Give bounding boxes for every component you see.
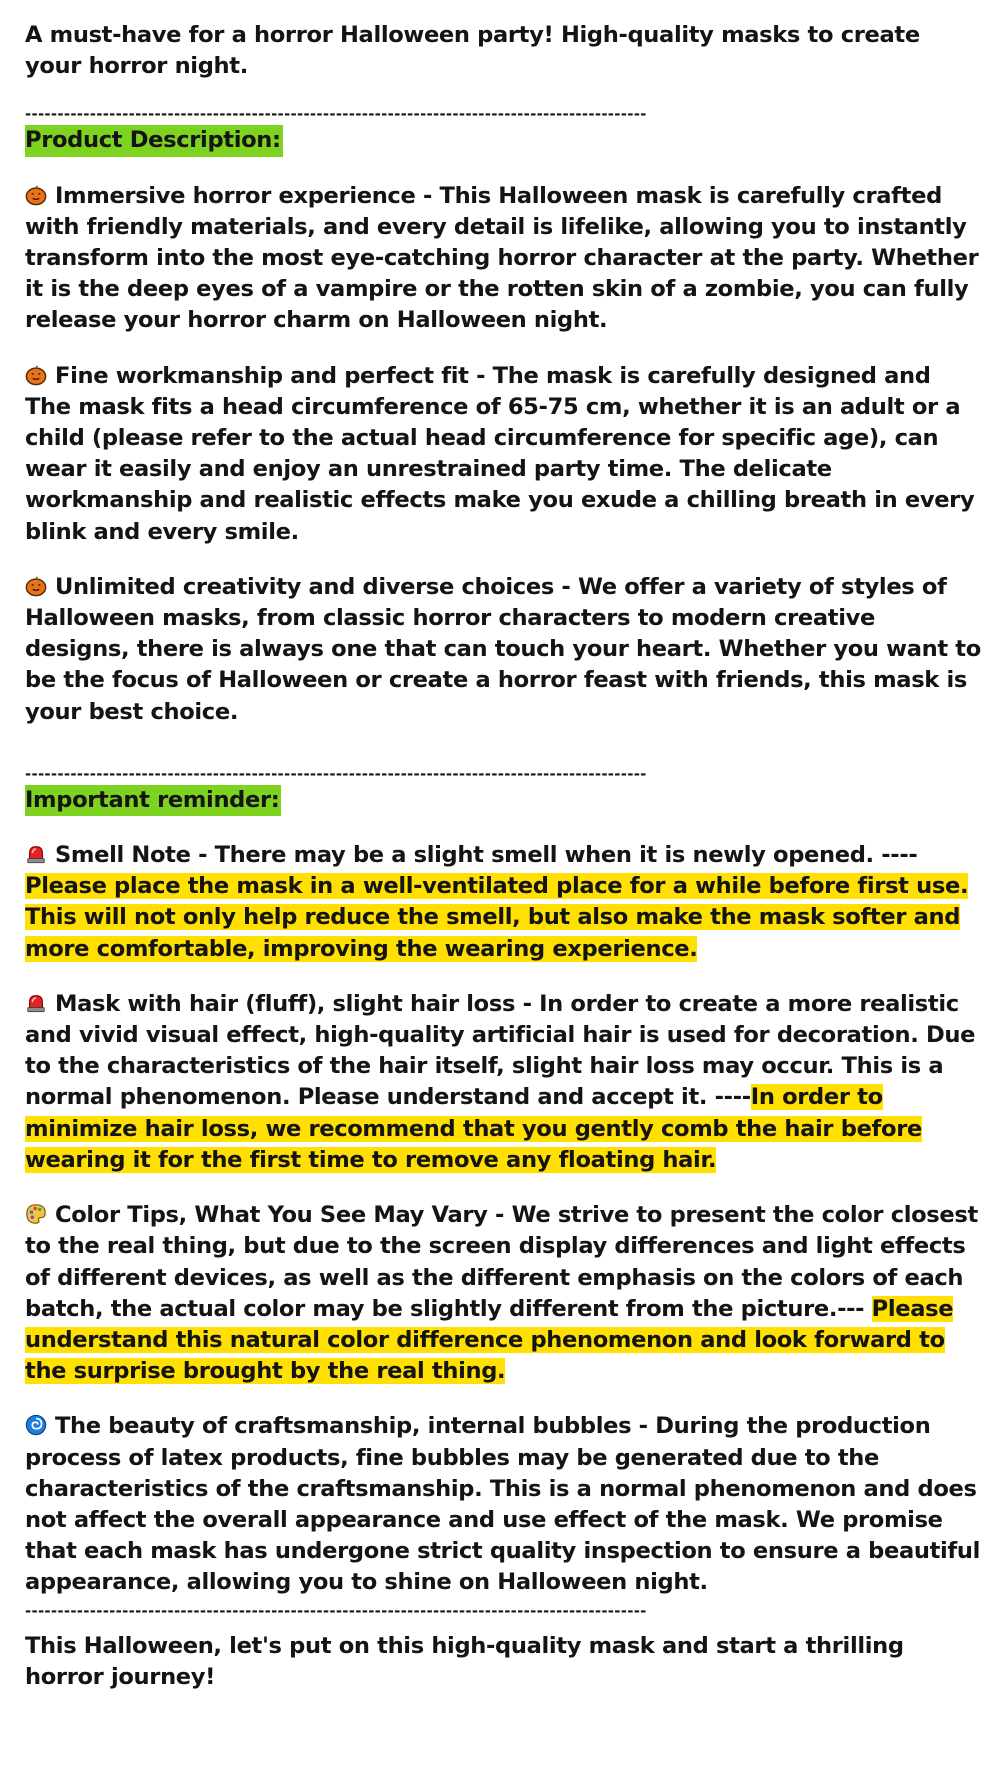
pumpkin-icon <box>25 575 47 597</box>
important-reminder-section <box>25 785 982 1599</box>
siren-icon <box>25 992 47 1014</box>
reminder-highlight: Please place the mask in a well-ventilated place for a while before first use. This will not only help reduce the smell, but also make the mask softer and more comfortable, improving the wearing experience. <box>25 873 969 962</box>
reminder-highlight: In order to minimize hair loss, we recommend that you gently comb the hair before wearing it for the first time to remove any floating hair. <box>25 1084 922 1173</box>
cyclone-icon <box>25 1414 47 1436</box>
divider: ------------------------------------------------------------------------------------------------ <box>25 765 647 782</box>
description-item-immersive <box>25 181 982 337</box>
reminder-item-text: Color Tips, What You See May Vary - We strive to present the color closest to the real thing, but due to the screen display differences and light effects of different devices, as well as the different emphasis on the colors of each batch, the actual color may be slightly different from the picture.--- <box>25 1202 978 1322</box>
divider: ------------------------------------------------------------------------------------------------ <box>25 1602 647 1619</box>
product-description-heading: Product Description: <box>25 125 283 156</box>
palette-icon <box>25 1203 47 1225</box>
reminder-item-color <box>25 1200 982 1387</box>
closing-text: This Halloween, let's put on this high-quality mask and start a thrilling horror journey! <box>25 1632 904 1690</box>
siren-icon <box>25 843 47 865</box>
product-description-section <box>25 125 982 727</box>
pumpkin-icon <box>25 184 47 206</box>
description-item-fit <box>25 361 982 548</box>
reminder-highlight: Please understand this natural color difference phenomenon and look forward to the surprise brought by the real thing. <box>25 1295 954 1385</box>
reminder-item-hair <box>25 989 982 1176</box>
pumpkin-icon <box>25 364 47 386</box>
important-reminder-heading: Important reminder: <box>25 785 281 816</box>
reminder-item-text: Smell Note - There may be a slight smell when it is newly opened. ---- <box>55 842 918 869</box>
divider: ------------------------------------------------------------------------------------------------ <box>25 106 647 123</box>
description-item-text: Unlimited creativity and diverse choices - We offer a variety of styles of Halloween masks, from classic horror characters to modern creative designs, there is always one that can touch your heart. Whether you want to be the focus of Halloween or create a horror feast with friends, this mask is your best choice. <box>25 573 981 725</box>
reminder-item-text: Mask with hair (fluff), slight hair loss - In order to create a more realistic and vivid visual effect, high-quality artificial hair is used for decoration. Due to the characteristics of the hair itself, slight hair loss may occur. This is a normal phenomenon. Please understand and accept it. ---- <box>25 990 976 1111</box>
description-item-text: Immersive horror experience - This Halloween mask is carefully crafted with friendly materials, and every detail is lifelike, allowing you to instantly transform into the most eye-catching horror character at the party. Whether it is the deep eyes of a vampire or the rotten skin of a zombie, you can fully release your horror charm on Halloween night. <box>25 182 979 334</box>
description-item-text: Fine workmanship and perfect fit - The mask is carefully designed and The mask fits a head circumference of 65-75 cm, whether it is an adult or a child (please refer to the actual head circumference for specific age), can wear it easily and enjoy an unrestrained party time. The delicate workmanship and realistic effects make you exude a chilling breath in every blink and every smile. <box>25 362 975 545</box>
reminder-item-bubbles <box>25 1411 982 1598</box>
reminder-item-text: The beauty of craftsmanship, internal bubbles - During the production process of latex products, fine bubbles may be generated due to the characteristics of the craftsmanship. This is a normal phenomenon and does not affect the overall appearance and use effect of the mask. We promise that each mask has undergone strict quality inspection to ensure a beautiful appearance, allowing you to shine on Halloween night. <box>25 1413 981 1596</box>
intro-text: A must-have for a horror Halloween party! High-quality masks to create your horror night. <box>25 22 920 80</box>
description-item-creativity <box>25 572 982 728</box>
reminder-item-smell <box>25 840 982 965</box>
